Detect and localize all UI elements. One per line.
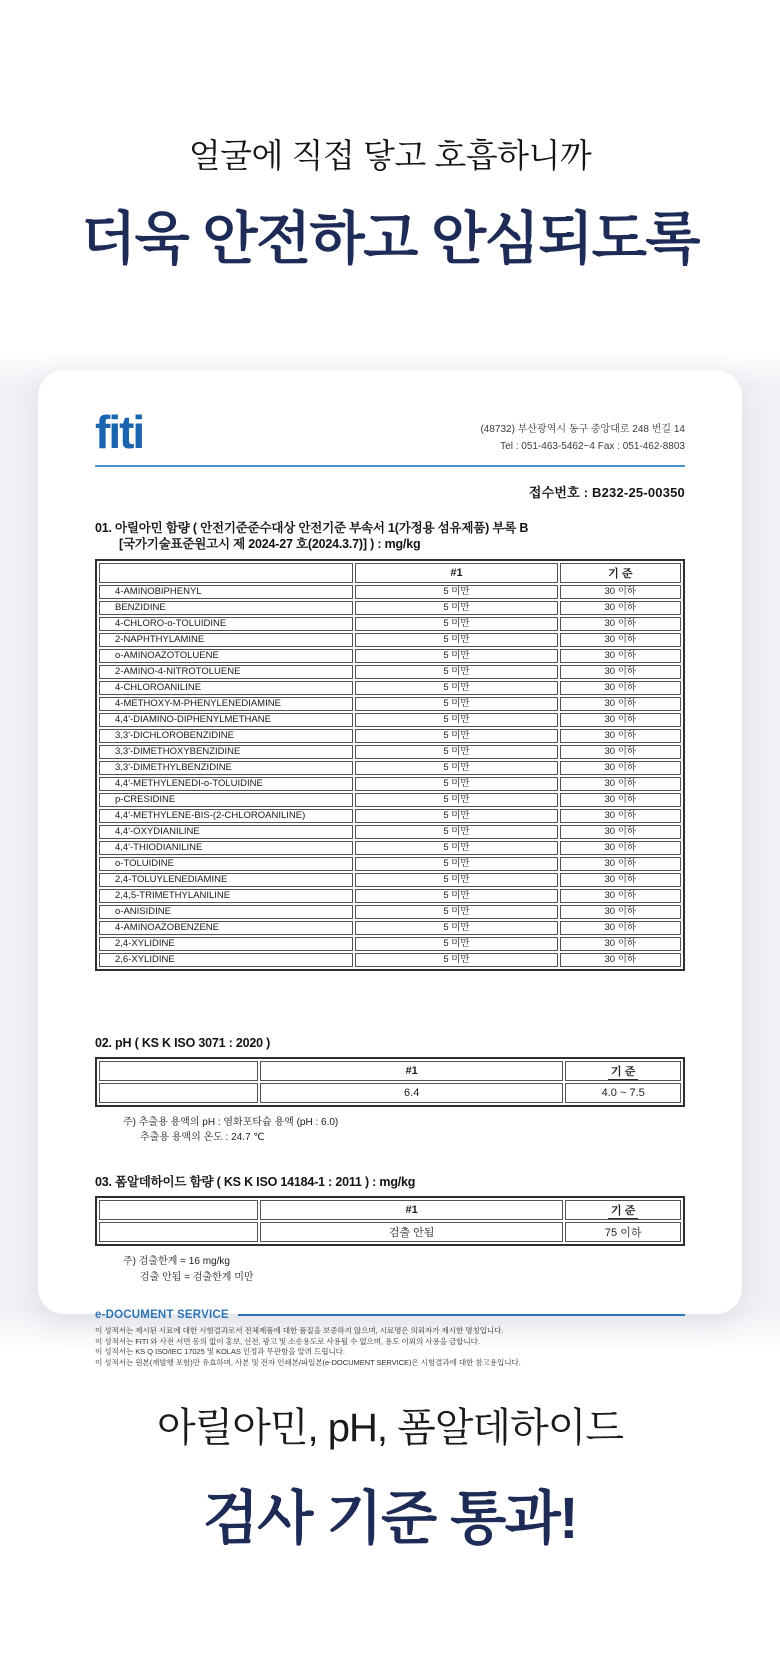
column-standard [565, 1200, 681, 1220]
arylamine-table [95, 559, 685, 971]
substance-name-cell: 4-AMINOBIPHENYL [99, 585, 353, 599]
table-row [99, 905, 681, 919]
result-cell: 5 미만 [355, 585, 557, 599]
lab-address [480, 422, 685, 455]
result-cell: 5 미만 [355, 825, 557, 839]
standard-cell: 30 이하 [560, 617, 681, 631]
result-cell: 5 미만 [355, 873, 557, 887]
standard-cell: 30 이하 [560, 761, 681, 775]
standard-cell: 30 이하 [560, 697, 681, 711]
result-cell: 5 미만 [355, 681, 557, 695]
ph-value-cell: 6.4 [260, 1083, 563, 1103]
standard-cell: 30 이하 [560, 665, 681, 679]
standard-cell: 30 이하 [560, 937, 681, 951]
standard-cell: 30 이하 [560, 953, 681, 967]
standard-cell: 30 이하 [560, 841, 681, 855]
hero-section [0, 0, 780, 275]
hero-subtitle: 얼굴에 직접 닿고 호흡하니까 [188, 137, 592, 174]
result-cell: 5 미만 [355, 841, 557, 855]
result-cell: 5 미만 [355, 809, 557, 823]
edocument-note-1: 이 성적서는 제시된 시료에 대한 시험결과로서 전체제품에 대한 품질을 보증하지 않으며, 시료명은 의뢰자가 제시한 명칭입니다. [95, 1326, 504, 1335]
edocument-service [95, 1309, 685, 1369]
result-cell: 5 미만 [355, 889, 557, 903]
standard-cell: 30 이하 [560, 809, 681, 823]
table-row [99, 857, 681, 871]
section-01-title-line1: 01. 아릴아민 함량 ( 안전기준준수대상 안전기준 부속서 1(가정용 섬유제품) 부록 B [95, 521, 529, 535]
substance-name-cell: o-AMINOAZOTOLUENE [99, 649, 353, 663]
standard-cell: 30 이하 [560, 825, 681, 839]
blank-cell [99, 1222, 258, 1242]
table-row [99, 665, 681, 679]
table-row [99, 809, 681, 823]
result-cell: 5 미만 [355, 729, 557, 743]
table-row [99, 681, 681, 695]
table-row [99, 745, 681, 759]
table-row [99, 873, 681, 887]
report-header [95, 408, 685, 456]
table-row [99, 825, 681, 839]
substance-name-cell: 4-CHLORO-o-TOLUIDINE [99, 617, 353, 631]
result-cell: 5 미만 [355, 793, 557, 807]
column-substance [99, 563, 353, 583]
report-background-band [0, 350, 780, 1367]
arylamine-table-header-row [99, 563, 681, 583]
arylamine-table-body [99, 585, 681, 967]
substance-name-cell: p-CRESIDINE [99, 793, 353, 807]
edocument-note-2: 이 성적서는 FITI 와 사전 서면 동의 없이 홍보, 선전, 광고 및 소송용도로 사용될 수 없으며, 용도 이외의 사용을 금합니다. [95, 1336, 480, 1346]
standard-cell: 30 이하 [560, 793, 681, 807]
header-divider [95, 465, 685, 467]
edocument-title: e-DOCUMENT SERVICE [95, 1309, 229, 1321]
table-row [99, 937, 681, 951]
result-cell: 5 미만 [355, 761, 557, 775]
column-sample: #1 [355, 563, 557, 583]
formaldehyde-table-header-row [99, 1200, 681, 1220]
standard-cell: 30 이하 [560, 649, 681, 663]
standard-cell: 30 이하 [560, 857, 681, 871]
section-01-title-line2: [국가기술표준원고시 제 2024-27 호(2024.3.7)] ) : mg/kg [119, 537, 421, 552]
result-cell: 5 미만 [355, 777, 557, 791]
standard-label: 기 준 [608, 1066, 638, 1080]
standard-cell: 30 이하 [560, 713, 681, 727]
formaldehyde-note-1: 주) 검출한계 = 16 mg/kg [123, 1256, 230, 1267]
substance-name-cell: 4,4'-DIAMINO-DIPHENYLMETHANE [99, 713, 353, 727]
result-cell: 5 미만 [355, 665, 557, 679]
table-row [99, 761, 681, 775]
substance-name-cell: 4,4'-METHYLENE-BIS-(2-CHLOROANILINE) [99, 809, 353, 823]
formaldehyde-notes [95, 1254, 685, 1285]
standard-cell: 30 이하 [560, 633, 681, 647]
substance-name-cell: 4,4'-METHYLENEDI-o-TOLUIDINE [99, 777, 353, 791]
substance-name-cell: 4-METHOXY-M-PHENYLENEDIAMINE [99, 697, 353, 711]
result-cell: 5 미만 [355, 857, 557, 871]
edocument-rule [238, 1314, 685, 1316]
result-cell: 5 미만 [355, 617, 557, 631]
substance-name-cell: 2-AMINO-4-NITROTOLUENE [99, 665, 353, 679]
column-standard: 기 준 [560, 563, 681, 583]
substance-name-cell: o-ANISIDINE [99, 905, 353, 919]
result-cell: 5 미만 [355, 713, 557, 727]
table-row [99, 697, 681, 711]
ph-note-2: 추출용 용액의 온도 : 24.7 ℃ [140, 1132, 265, 1144]
substance-name-cell: 2,6-XYLIDINE [99, 953, 353, 967]
formaldehyde-note-2: 검출 안됨 = 검출한계 미만 [140, 1271, 254, 1283]
standard-cell: 30 이하 [560, 889, 681, 903]
column-blank [99, 1200, 258, 1220]
table-row [99, 601, 681, 615]
substance-name-cell: 4-CHLOROANILINE [99, 681, 353, 695]
fiti-logo: fiti [95, 406, 144, 458]
table-row [99, 585, 681, 599]
standard-cell: 30 이하 [560, 729, 681, 743]
substance-name-cell: BENZIDINE [99, 601, 353, 615]
result-cell: 5 미만 [355, 633, 557, 647]
outro-section [0, 1396, 780, 1555]
standard-cell: 30 이하 [560, 585, 681, 599]
result-cell: 5 미만 [355, 953, 557, 967]
ph-notes [95, 1115, 685, 1146]
section-02-title: 02. pH ( KS K ISO 3071 : 2020 ) [95, 1035, 271, 1050]
section-01-title [95, 520, 685, 553]
hero-title: 더욱 안전하고 안심되도록 [81, 207, 699, 271]
substance-name-cell: 3,3'-DICHLOROBENZIDINE [99, 729, 353, 743]
table-row [99, 889, 681, 903]
substance-name-cell: o-TOLUIDINE [99, 857, 353, 871]
substance-name-cell: 2,4-XYLIDINE [99, 937, 353, 951]
substance-name-cell: 3,3'-DIMETHOXYBENZIDINE [99, 745, 353, 759]
formaldehyde-standard-cell: 75 이하 [565, 1222, 681, 1242]
standard-cell: 30 이하 [560, 905, 681, 919]
ph-standard-cell: 4.0 ~ 7.5 [565, 1083, 681, 1103]
table-row [99, 841, 681, 855]
standard-cell: 30 이하 [560, 873, 681, 887]
result-cell: 5 미만 [355, 937, 557, 951]
blank-cell [99, 1083, 258, 1103]
result-cell: 5 미만 [355, 745, 557, 759]
standard-cell: 30 이하 [560, 745, 681, 759]
table-row [99, 793, 681, 807]
formaldehyde-value-cell: 검출 안됨 [260, 1222, 563, 1242]
substance-name-cell: 4-AMINOAZOBENZENE [99, 921, 353, 935]
column-standard [565, 1061, 681, 1081]
standard-label: 기 준 [608, 1205, 638, 1219]
column-blank [99, 1061, 258, 1081]
substance-name-cell: 4,4'-OXYDIANILINE [99, 825, 353, 839]
ph-table [95, 1057, 685, 1107]
edocument-note-3: 이 성적서는 KS Q ISO/IEC 17025 및 KOLAS 인정과 무관함을 알려 드립니다. [95, 1347, 345, 1357]
formaldehyde-table [95, 1196, 685, 1246]
table-row [99, 729, 681, 743]
standard-cell: 30 이하 [560, 921, 681, 935]
edocument-header [95, 1309, 685, 1321]
substance-name-cell: 2,4-TOLUYLENEDIAMINE [99, 873, 353, 887]
result-cell: 5 미만 [355, 649, 557, 663]
formaldehyde-result-row [99, 1222, 681, 1242]
address-line-1: (48732) 부산광역시 동구 중앙대로 248 번길 14 [480, 424, 685, 435]
edocument-note-4: 이 성적서는 원본(재발행 포함)만 유효하며, 사본 및 전자 인쇄본/파일본(e-DOCUMENT SERVICE)은 시험결과에 대한 참고용입니다. [95, 1357, 521, 1367]
ph-note-1: 주) 추출용 용액의 pH : 염화포타슘 용액 (pH : 6.0) [123, 1116, 339, 1128]
table-row [99, 649, 681, 663]
outro-subtitle: 아릴아민, pH, 폼알데하이드 [157, 1406, 623, 1450]
column-sample: #1 [260, 1061, 563, 1081]
edocument-notes [95, 1326, 685, 1369]
ph-table-header-row [99, 1061, 681, 1081]
standard-cell: 30 이하 [560, 681, 681, 695]
address-line-2: Tel : 051-463-5462~4 Fax : 051-462-8803 [500, 440, 685, 452]
table-row [99, 777, 681, 791]
substance-name-cell: 2-NAPHTHYLAMINE [99, 633, 353, 647]
result-cell: 5 미만 [355, 601, 557, 615]
table-row [99, 953, 681, 967]
table-row [99, 713, 681, 727]
result-cell: 5 미만 [355, 905, 557, 919]
column-sample: #1 [260, 1200, 563, 1220]
standard-cell: 30 이하 [560, 777, 681, 791]
result-cell: 5 미만 [355, 921, 557, 935]
substance-name-cell: 4,4'-THIODIANILINE [99, 841, 353, 855]
substance-name-cell: 3,3'-DIMETHYLBENZIDINE [99, 761, 353, 775]
standard-cell: 30 이하 [560, 601, 681, 615]
table-row [99, 617, 681, 631]
ph-result-row [99, 1083, 681, 1103]
result-cell: 5 미만 [355, 697, 557, 711]
receipt-number: 접수번호 : B232-25-00350 [528, 485, 685, 500]
outro-title: 검사 기준 통과! [202, 1486, 578, 1551]
table-row [99, 921, 681, 935]
section-03-title: 03. 폼알데하이드 함량 ( KS K ISO 14184-1 : 2011 ) : mg/kg [95, 1174, 416, 1189]
report-card [38, 370, 742, 1367]
substance-name-cell: 2,4,5-TRIMETHYLANILINE [99, 889, 353, 903]
table-row [99, 633, 681, 647]
